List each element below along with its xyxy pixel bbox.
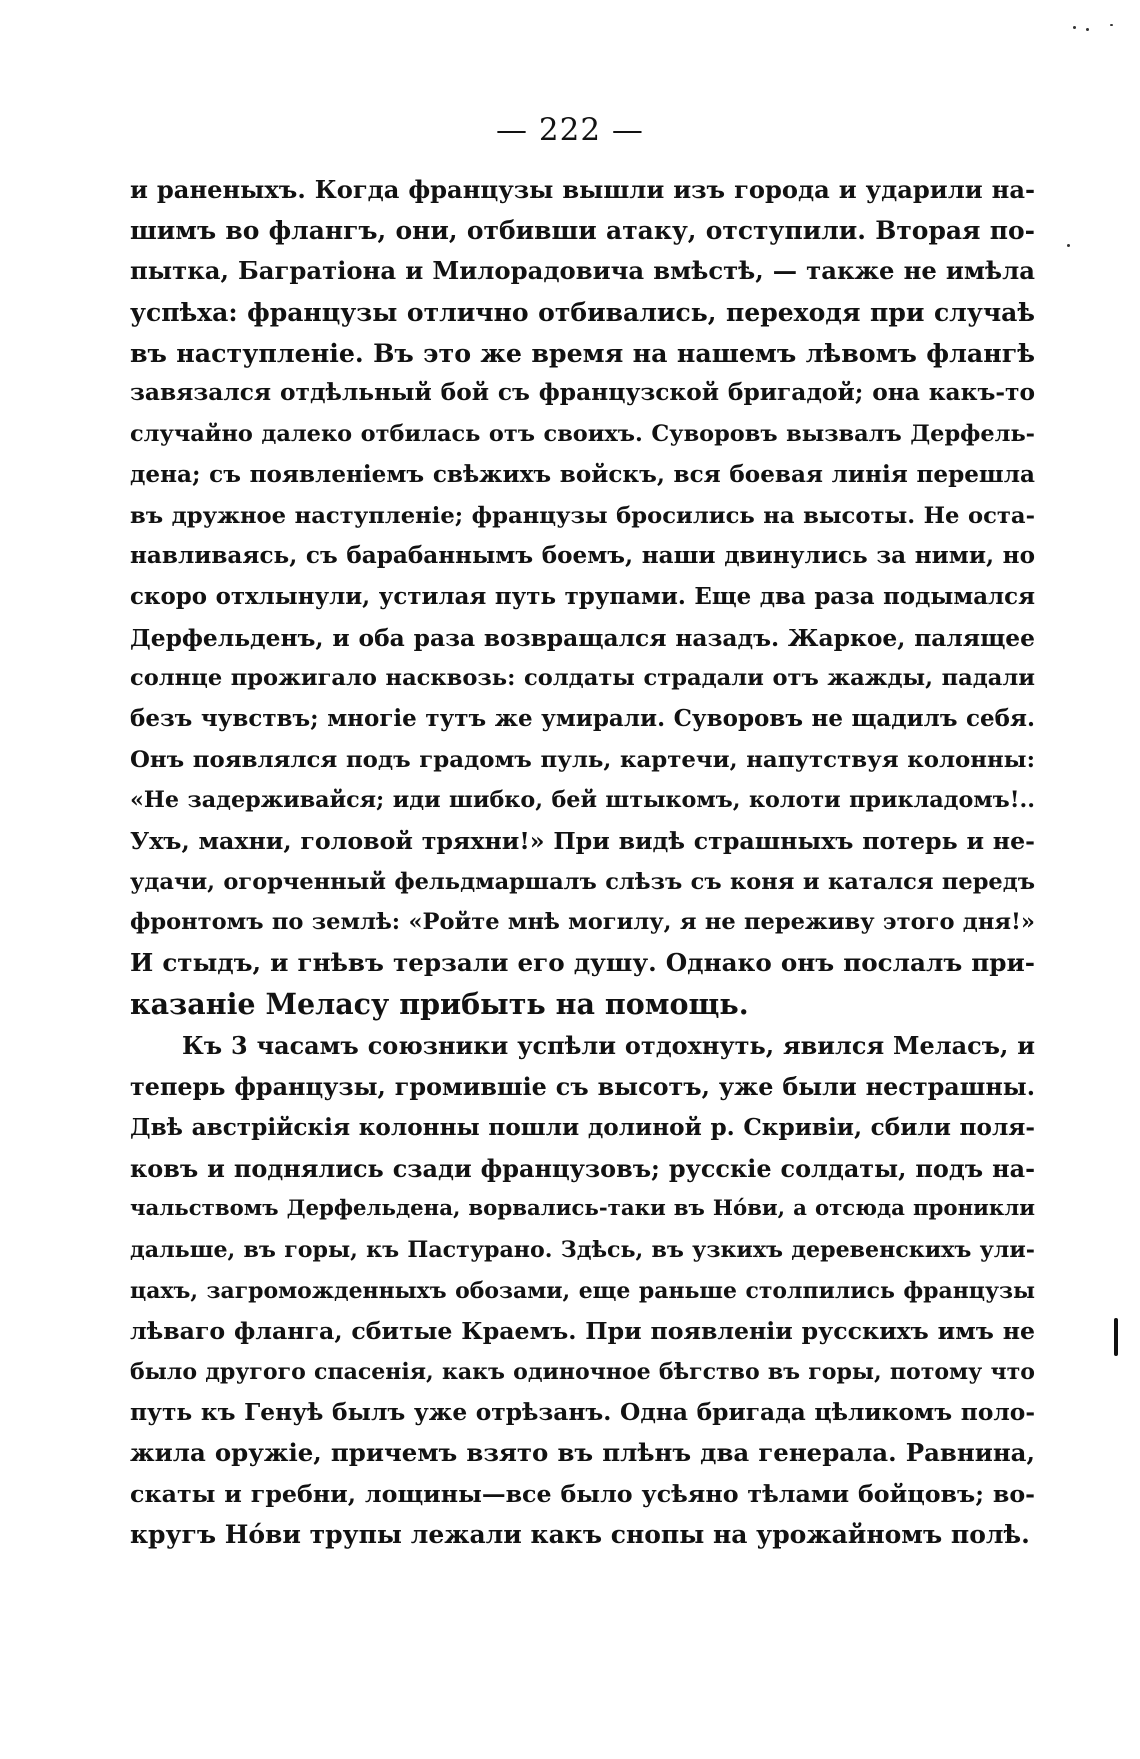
text-line: и раненыхъ. Когда французы вышли изъ города и ударили на- <box>130 175 1035 204</box>
text-line: скоро отхлынули, устилая путь трупами. Еще два раза подымался <box>130 583 1035 610</box>
text-line: цахъ, загроможденныхъ обозами, еще раньше столпились французы <box>130 1277 1035 1304</box>
page-number: — 222 — <box>496 112 644 148</box>
text-line: успѣха: французы отлично отбивались, переходя при случаѣ <box>130 297 1035 328</box>
body-text <box>130 170 1035 1555</box>
scan-speck <box>1110 24 1113 26</box>
text-line: скаты и гребни, лощины—все было усѣяно тѣлами бойцовъ; во- <box>130 1480 1035 1508</box>
text-line: шимъ во флангъ, они, отбивши атаку, отступили. Вторая по- <box>130 215 1035 245</box>
text-line: было другого спасенія, какъ одиночное бѣгство въ горы, потому что <box>130 1358 1035 1385</box>
text-line: кругъ Нóви трупы лежали какъ снопы на урожайномъ полѣ. <box>130 1519 1030 1549</box>
text-line: Ухъ, махни, головой тряхни!» При видѣ страшныхъ потерь и не- <box>130 827 1035 855</box>
text-line: Онъ появлялся подъ градомъ пуль, картечи, напутствуя колонны: <box>130 746 1035 773</box>
text-line: дальше, въ горы, къ Пастурано. Здѣсь, въ узкихъ деревенскихъ ули- <box>130 1236 1035 1263</box>
text-line: завязался отдѣльный бой съ французской бригадой; она какъ-то <box>130 379 1035 407</box>
text-line: И стыдъ, и гнѣвъ терзали его душу. Однако онъ послалъ при- <box>130 948 1035 978</box>
text-line: «Не задерживайся; иди шибко, бей штыкомъ, колоти прикладомъ!.. <box>130 787 1035 814</box>
text-line: фронтомъ по землѣ: «Ройте мнѣ могилу, я не переживу этого дня!» <box>130 909 1035 936</box>
text-line: ковъ и поднялись сзади французовъ; русскіе солдаты, подъ на- <box>130 1154 1035 1183</box>
text-line: дена; съ появленіемъ свѣжихъ войскъ, вся боевая линія перешла <box>130 460 1035 488</box>
paragraph <box>130 1026 1035 1555</box>
text-line: въ наступленіе. Въ это же время на нашемъ лѣвомъ флангѣ <box>130 337 1035 368</box>
text-line: теперь французы, громившіе съ высотъ, уже были нестрашны. <box>130 1073 1035 1102</box>
text-line: въ дружное наступленіе; французы бросились на высоты. Не оста- <box>130 502 1035 529</box>
scan-speck <box>1067 244 1070 247</box>
text-line: безъ чувствъ; многіе тутъ же умирали. Суворовъ не щадилъ себя. <box>130 704 1035 732</box>
margin-mark <box>1114 1318 1118 1356</box>
text-line: жила оружіе, причемъ взято въ плѣнъ два генерала. Равнина, <box>130 1438 1035 1468</box>
text-line: солнце прожигало насквозь: солдаты страдали отъ жажды, падали <box>130 665 1035 692</box>
text-line: Дерфельденъ, и оба раза возвращался назадъ. Жаркое, палящее <box>130 623 1035 652</box>
text-line: путь къ Генуѣ былъ уже отрѣзанъ. Одна бригада цѣликомъ поло- <box>130 1398 1035 1426</box>
text-line: удачи, огорченный фельдмаршалъ слѣзъ съ коня и катался передъ <box>130 868 1035 895</box>
text-line: Къ 3 часамъ союзники успѣли отдохнуть, явился Меласъ, и <box>182 1032 1035 1061</box>
text-line: казаніе Меласу прибыть на помощь. <box>130 986 749 1021</box>
text-line: Двѣ австрійскія колонны пошли долиной р. Скривіи, сбили поля- <box>130 1113 1035 1141</box>
text-line: чальствомъ Дерфельдена, ворвались-таки въ Нóви, а отсюда проникли <box>130 1196 1035 1222</box>
text-line: пытка, Багратіона и Милорадовича вмѣстѣ, — также не имѣла <box>130 256 1035 286</box>
text-line: лѣваго фланга, сбитые Краемъ. При появленіи русскихъ имъ не <box>130 1317 1035 1346</box>
scan-speck <box>1086 28 1089 31</box>
scan-speck <box>1073 26 1076 29</box>
text-line: случайно далеко отбилась отъ своихъ. Суворовъ вызвалъ Дерфель- <box>130 421 1035 448</box>
text-line: навливаясь, съ барабаннымъ боемъ, наши двинулись за ними, но <box>130 542 1035 570</box>
paragraph <box>130 170 1035 1024</box>
